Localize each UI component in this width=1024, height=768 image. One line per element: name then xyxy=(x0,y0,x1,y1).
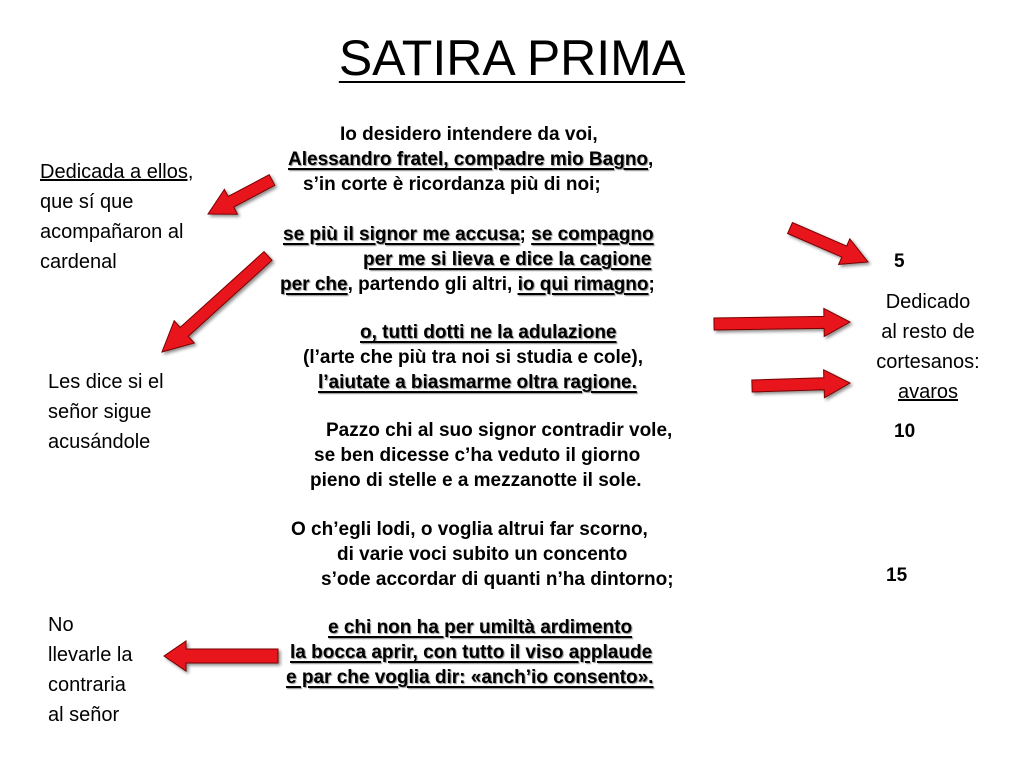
poem-line-8: (l’arte che più tra noi si studia e cole), xyxy=(303,347,643,368)
line-number-15: 15 xyxy=(886,565,908,586)
poem-line-12: pieno di stelle e a mezzanotte il sole. xyxy=(310,470,642,491)
note-no-llevarle xyxy=(48,610,132,730)
note-line: cortesanos: xyxy=(876,351,980,373)
poem-line-14: di varie voci subito un concento xyxy=(337,544,628,565)
note-line: llevarle la xyxy=(48,644,133,666)
line-number-10: 10 xyxy=(894,421,916,442)
poem-line-5: per me si lieva e dice la cagione xyxy=(363,249,652,270)
note-dedicada-a-ellos xyxy=(40,157,193,277)
arrow-to-line-5 xyxy=(788,223,868,265)
note-line: avaros xyxy=(897,381,959,403)
slide-title: SATIRA PRIMA xyxy=(338,30,686,86)
poem-line-4: se più il signor me accusa; se compagno xyxy=(283,224,654,245)
poem-line-10: Pazzo chi al suo signor contradir vole, xyxy=(326,420,673,441)
poem-line-9: l’aiutate a biasmarme oltra ragione. xyxy=(318,372,637,393)
note-line: Les dice si el xyxy=(48,371,164,393)
poem-line-2: Alessandro fratel, compadre mio Bagno, xyxy=(288,149,654,170)
note-line: Dedicado xyxy=(885,291,971,313)
poem-line-1: Io desidero intendere da voi, xyxy=(340,124,598,145)
poem-line-17: la bocca aprir, con tutto il viso applaude xyxy=(290,642,653,663)
arrow-to-no-llevarle xyxy=(164,641,278,671)
note-line: al señor xyxy=(48,704,120,726)
note-line: No xyxy=(48,614,74,636)
poem-line-6: per che, partendo gli altri, io qui rimagno; xyxy=(280,274,655,295)
arrow-to-dedicado-1 xyxy=(714,308,850,336)
arrow-to-dedicada xyxy=(208,175,275,215)
poem-line-16: e chi non ha per umiltà ardimento xyxy=(328,617,633,638)
poem-line-11: se ben dicesse c’ha veduto il giorno xyxy=(314,445,641,466)
note-line: cardenal xyxy=(40,251,117,273)
note-line: que sí que xyxy=(40,191,134,213)
line-number-5: 5 xyxy=(894,251,905,272)
note-dedicado-al-resto xyxy=(858,287,998,407)
poem-line-3: s’in corte è ricordanza più di noi; xyxy=(303,174,601,195)
note-line: Dedicada a ellos, xyxy=(40,161,194,183)
poem-line-18: e par che voglia dir: «anch’io consento». xyxy=(286,667,654,688)
poem-line-13: O ch’egli lodi, o voglia altrui far scorno, xyxy=(291,519,648,540)
poem-line-7: o, tutti dotti ne la adulazione xyxy=(360,322,617,343)
note-line: al resto de xyxy=(881,321,975,343)
note-line: señor sigue xyxy=(48,401,152,423)
note-line: acusándole xyxy=(48,431,151,453)
arrow-to-dedicado-2 xyxy=(752,370,850,398)
note-line: acompañaron al xyxy=(40,221,184,243)
poem-line-15: s’ode accordar di quanti n’ha dintorno; xyxy=(321,569,674,590)
note-line: contraria xyxy=(48,674,126,696)
note-les-dice xyxy=(48,367,164,457)
